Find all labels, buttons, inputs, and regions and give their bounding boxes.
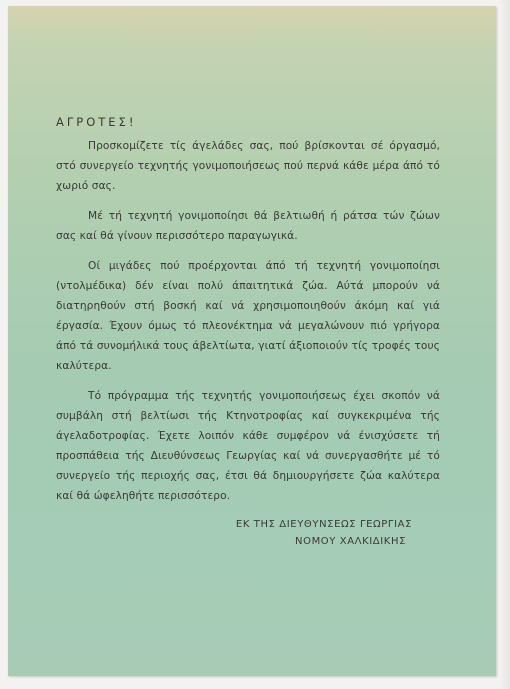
scan-margin xyxy=(500,0,510,689)
paragraph-4: Τό πρόγραμμα τής τεχνητής γονιμοποιήσεως έχει σκοπόν νά συμβάλη στή βελτίωσι τής Κτηνοτροφίας καί συγκεκριμένα τής άγελαδοτροφίας. Έχετε λοιπόν κάθε συμφέρον νά ένισχύσετε τή προσπάθεια τής Διευθύνσεως Γεωργίας καί νά συνεργασθήτε μέ τό συνεργείο τής περιοχής σας, έτσι θά δημιουργήσετε ζώα καλύτερα καί θά ώφεληθήτε περισσότερο. xyxy=(56,390,440,502)
paragraph-3: Οί μιγάδες πού προέρχονται άπό τή τεχνητή γονιμοποίησι (ντολμέδικα) δέν είναι πολύ άπαιτητικά ζώα. Αύτά μπορούν νά διατηρηθούν στή βοσκή καί νά χρησιμοποιηθούν άκόμη καί γιά έργασία. Έχουν όμως τό πλεονέκτημα νά μεγαλώνουν πιό γρήγορα άπό τά συνομήλικά τους άβελτίωτα, γιατί άξιοποιούν τίς τροφές τους καλύτερα. xyxy=(56,260,440,372)
leaflet-text xyxy=(56,112,440,550)
signature-block xyxy=(56,516,440,550)
signature-line-1: ΕΚ ΤΗΣ ΔΙΕΥΘΥΝΣΕΩΣ ΓΕΩΡΓΙΑΣ xyxy=(235,519,412,530)
signature-line-2: ΝΟΜΟΥ ΧΑΛΚΙΔΙΚΗΣ xyxy=(295,536,406,547)
paragraph-2: Μέ τή τεχνητή γονιμοποίησι θά βελτιωθή ή ράτσα τών ζώων σας καί θά γίνουν περισσότερο παραγωγικά. xyxy=(56,210,440,242)
paragraph-1: Προσκομίζετε τίς άγελάδες σας, πού βρίσκονται σέ όργασμό, στό συνεργείο τεχνητής γονιμοποιήσεως πού περνά κάθε μέρα άπό τό χωριό σας. xyxy=(56,140,440,192)
heading: ΑΓΡΟΤΕΣ! xyxy=(56,115,137,129)
